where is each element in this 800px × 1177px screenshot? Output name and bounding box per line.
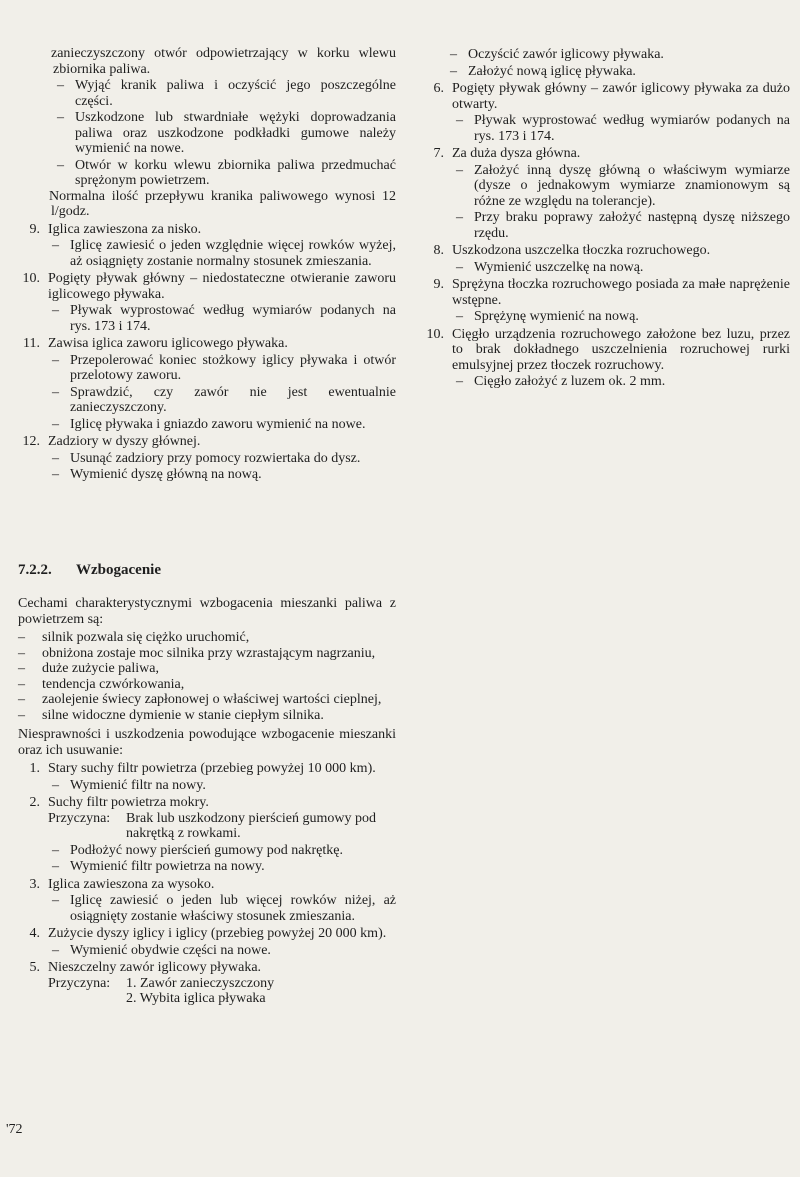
cause-text: Brak lub uszkodzony pierścień gumowy pod nakrętką z rowkami. [126,810,377,841]
item-number: 8. [433,243,444,258]
instruction: – Iglicę zawiesić o jeden lub więcej rowków niżej, aż osiągnięty zostanie właściwy stosunek zmieszania. [48,893,396,924]
item-number: 2. [29,795,40,810]
item-title: Suchy filtr powietrza mokry. [48,795,209,810]
list-item [422,277,790,325]
item-number: 4. [29,926,40,941]
item-title: Iglica zawieszona za wysoko. [48,876,215,892]
instruction: – Otwór w korku wlewu zbiornika paliwa przedmuchać sprężonym powietrzem. [53,158,396,189]
instruction: – Wymienić uszczelkę na nową. [452,260,790,276]
instruction: – Założyć inną dyszę główną o właściwym wymiarze (dysze o jednakowym wymiarze znamionowym są różne ze względu na tolerancje). [452,163,790,210]
instruction: – Wymienić dyszę główną na nową. [48,467,396,483]
instruction: – Sprężynę wymienić na nową. [452,309,790,325]
continued-item [422,47,790,79]
cause-label: Przyczyna: [48,975,111,991]
cause-label: Przyczyna: [48,810,111,826]
list-item [18,336,396,432]
item-title: Za duża dysza główna. [452,146,581,161]
list-item [422,81,790,144]
list-item [18,434,396,483]
instruction: – Podłożyć nowy pierścień gumowy pod nakrętkę. [48,843,396,859]
list-item [18,960,396,1007]
section-title: Wzbogacenie [76,562,161,578]
item-title: Zadziory w dyszy głównej. [48,434,201,449]
section-body [18,596,396,1007]
list-item [422,327,790,390]
symptom-item: – obniżona zostaje moc silnika przy wzrastającym nagrzaniu, [18,646,396,662]
list-item [422,243,790,275]
item-title: Cięgło urządzenia rozruchowego założone bez luzu, przez to brak dokładnego uszczelnienia rozruchowej rurki emulsyjnej przez tłoczek rozruchowy. [452,326,790,373]
item-title: Nieszczelny zawór iglicowy pływaka. [48,960,262,975]
page-number: '72 [6,1122,23,1137]
instruction: – Cięgło założyć z luzem ok. 2 mm. [452,374,790,390]
list-item [18,926,396,958]
instruction: – Wymienić filtr powietrza na nowy. [48,859,396,875]
instruction: – Przy braku poprawy założyć następną dyszę niższego rzędu. [452,210,790,241]
item-number: 12. [22,434,40,449]
cause-text: 1. Zawór zanieczyszczony [126,975,275,991]
list-item [422,146,790,241]
item-number: 1. [29,761,40,776]
list-item [18,761,396,793]
note-text: Normalna ilość przepływu kranika paliwowego wynosi 12 l/godz. [49,188,396,219]
symptom-item: – duże zużycie paliwa, [18,661,396,677]
continued-text: zanieczyszczony otwór odpowietrzający w korku wlewu zbiornika paliwa. [51,46,396,77]
continued-item [18,46,396,220]
list-item [18,795,396,875]
item-number: 10. [426,326,444,342]
item-number: 5. [29,960,40,975]
instruction: – Wymienić obydwie części na nowe. [48,943,396,959]
instruction: – Usunąć zadziory przy pomocy rozwiertaka do dysz. [48,451,396,467]
symptom-item: – zaolejenie świecy zapłonowej o właściwej wartości cieplnej, [18,692,396,708]
cause-line [48,811,396,842]
list-item [18,271,396,334]
item-title: Stary suchy filtr powietrza (przebieg powyżej 10 000 km). [48,761,376,776]
intro-text: Cechami charakterystycznymi wzbogacenia mieszanki paliwa z powietrzem są: [18,596,396,627]
item-number: 9. [433,277,444,292]
instruction: – Uszkodzone lub stwardniałe wężyki doprowadzania paliwa oraz uszkodzone podkładki gumowe należy wymienić na nowe. [53,110,396,157]
symptom-item: – tendencja czwórkowania, [18,677,396,693]
list-item [18,877,396,925]
instruction: – Oczyścić zawór iglicowy pływaka. [446,47,790,63]
symptom-item: – silnik pozwala się ciężko uruchomić, [18,630,396,646]
item-number: 6. [433,81,444,96]
right-column [422,46,790,390]
item-title: Iglica zawieszona za nisko. [48,221,202,237]
section-number: 7.2.2. [18,562,52,578]
item-number: 10. [22,271,40,286]
instruction: – Wymienić filtr na nowy. [48,778,396,794]
item-number: 3. [29,876,40,892]
item-title: Uszkodzona uszczelka tłoczka rozruchowego. [452,243,711,258]
cause-list [48,976,396,1007]
left-column [18,46,396,483]
item-number: 7. [433,146,444,161]
instruction: – Założyć nową iglicę pływaka. [446,64,790,80]
instruction: – Wyjąć kranik paliwa i oczyścić jego poszczególne części. [53,78,396,109]
item-title: Zużycie dyszy iglicy i iglicy (przebieg powyżej 20 000 km). [48,926,387,941]
item-title: Sprężyna tłoczka rozruchowego posiada za małe naprężenie wstępne. [452,277,790,308]
item-title: Pogięty pływak główny – niedostateczne otwieranie zaworu iglicowego pływaka. [48,271,396,302]
instruction: – Pływak wyprostować według wymiarów podanych na rys. 173 i 174. [48,303,396,334]
section-heading [18,563,161,579]
intro-text: Niesprawności i uszkodzenia powodujące wzbogacenie mieszanki oraz ich usuwanie: [18,727,396,758]
list-item [18,222,396,270]
instruction: – Sprawdzić, czy zawór nie jest ewentualnie zanieczyszczony. [48,385,396,416]
instruction: – Iglicę zawiesić o jeden względnie więcej rowków wyżej, aż osiągnięty zostanie normalny stosunek zmieszania. [48,238,396,269]
item-title: Pogięty pływak główny – zawór iglicowy pływaka za dużo otwarty. [452,81,790,112]
cause-text: 2. Wybita iglica pływaka [126,991,266,1006]
instruction: – Iglicę pływaka i gniazdo zaworu wymienić na nowe. [48,417,396,433]
item-number: 9. [29,221,40,237]
instruction: – Przepolerować koniec stożkowy iglicy pływaka i otwór przelotowy zaworu. [48,353,396,384]
item-title: Zawisa iglica zaworu iglicowego pływaka. [48,336,288,351]
symptom-item: – silne widoczne dymienie w stanie ciepłym silnika. [18,708,396,724]
instruction: – Pływak wyprostować według wymiarów podanych na rys. 173 i 174. [452,113,790,144]
item-number: 11. [23,336,40,351]
